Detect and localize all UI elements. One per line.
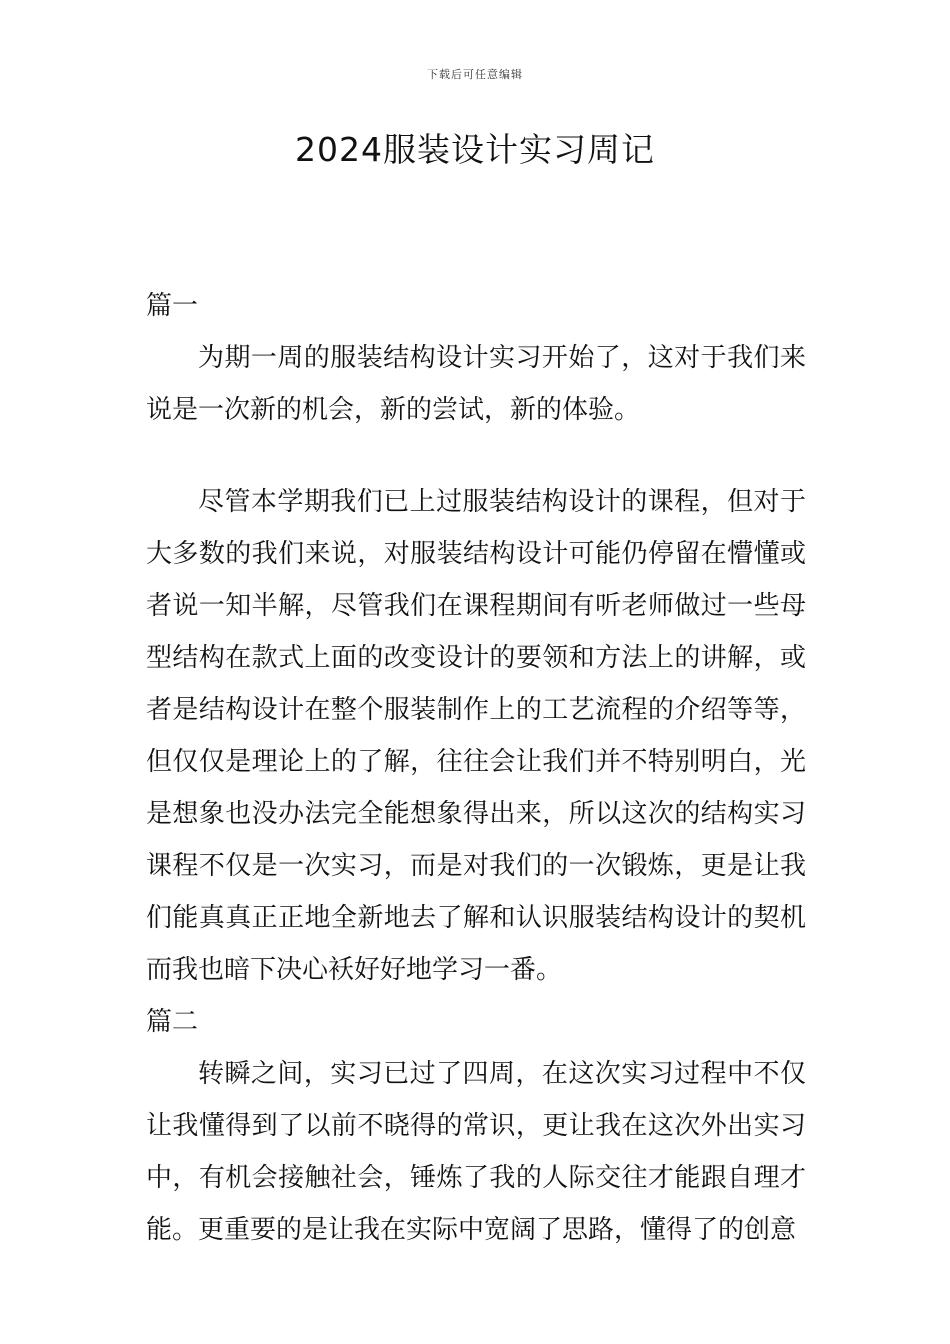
section-heading-2: 篇二 xyxy=(146,1007,199,1037)
section-heading-1: 篇一 xyxy=(146,291,199,321)
paragraph: 尽管本学期我们已上过服装结构设计的课程，但对于大多数的我们来说，对服装结构设计可能仍停留在懵懂或者说一知半解，尽管我们在课程期间有听老师做过一些母型结构在款式上面的改变设计的要领和方法上的讲解，或者是结构设计在整个服装制作上的工艺流程的介绍等等，但仅仅是理论上的了解，往往会让我们并不特别明白，光是想象也没办法完全能想象得出来，所以这次的结构实习课程不仅是一次实习，而是对我们的一次锻炼，更是让我们能真真正正地全新地去了解和认识服装结构设计的契机而我也暗下决心袄好好地学习一番。 xyxy=(146,487,806,985)
header-note: 下载后可任意编辑 xyxy=(427,68,523,81)
paragraph: 为期一周的服装结构设计实习开始了，这对于我们来说是一次新的机会，新的尝试，新的体验。 xyxy=(146,343,806,425)
paragraph: 转瞬之间，实习已过了四周，在这次实习过程中不仅让我懂得到了以前不晓得的常识，更让我在这次外出实习中，有机会接触社会，锤炼了我的人际交往才能跟自理才能。更重要的是让我在实际中宽阔了思路，懂得了的创意 xyxy=(146,1059,806,1245)
paragraph-gap xyxy=(146,436,806,476)
document-title: 2024服装设计实习周记 xyxy=(295,130,655,169)
document-body xyxy=(146,280,806,1256)
